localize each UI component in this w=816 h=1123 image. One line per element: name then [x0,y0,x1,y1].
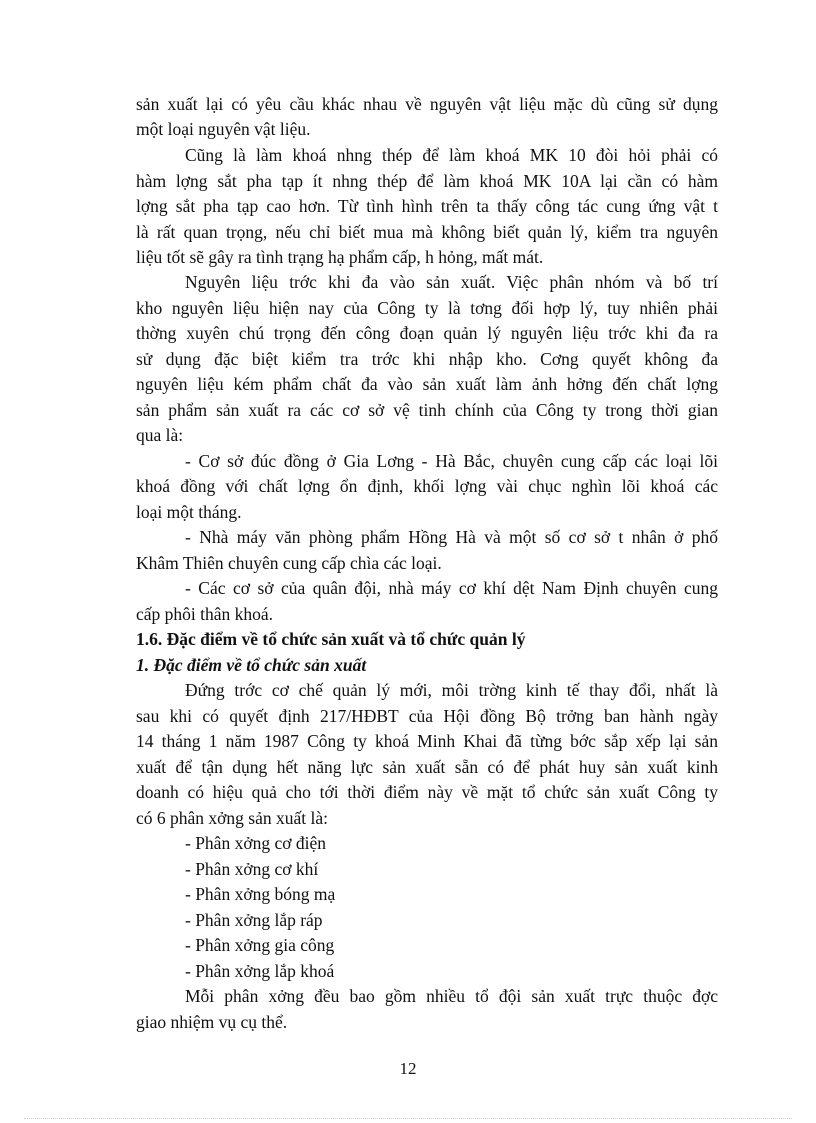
body-text-line: - Nhà máy văn phòng phẩm Hồng Hà và một số cơ sở t nhân ở phố [185,527,718,547]
body-text-line: nguyên liệu kém phẩm chất đa vào sản xuất làm ảnh hởng đến chất lợng [136,374,718,394]
body-text-line: một loại nguyên vật liệu. [136,119,311,139]
subsection-heading: 1. Đặc điểm về tổ chức sản xuất [136,655,367,675]
body-text-line: cấp phôi thân khoá. [136,604,274,624]
body-text-line: có 6 phân xởng sản xuất là: [136,808,328,828]
body-text-line: khoá đồng với chất lợng ổn định, khối lợng vài chục nghìn lõi khoá các [136,476,718,496]
body-text-line: hàm lợng sắt pha tạp ít nhng thép để làm khoá MK 10A lại cần có hàm [136,171,718,191]
body-text-line: - Cơ sở đúc đồng ở Gia Lơng - Hà Bắc, chuyên cung cấp các loại lõi [185,451,718,471]
list-item: - Phân xởng cơ điện [185,833,326,853]
body-text-line: xuất để tận dụng hết năng lực sản xuất sẵn có để phát huy sản xuất kinh [136,757,718,777]
body-text-line: 14 tháng 1 năm 1987 Công ty khoá Minh Khai đã từng bớc sắp xếp lại sản [136,731,718,751]
section-heading: 1.6. Đặc điểm về tổ chức sản xuất và tổ chức quản lý [136,629,526,649]
body-text-line: loại một tháng. [136,502,242,522]
body-text-line: Đứng trớc cơ chế quản lý mới, môi trờng kinh tế thay đổi, nhất là [185,680,718,700]
list-item: - Phân xởng lắp khoá [185,961,335,981]
body-text-line: kho nguyên liệu hiện nay của Công ty là tơng đối hợp lý, tuy nhiên phải [136,298,718,318]
body-text-line: lợng sắt pha tạp cao hơn. Từ tình hình trên ta thấy công tác cung ứng vật t [136,196,718,216]
page-number: 12 [399,1059,417,1078]
list-item: - Phân xởng cơ khí [185,859,319,879]
list-item: - Phân xởng gia công [185,935,335,955]
list-item: - Phân xởng lắp ráp [185,910,323,930]
body-text-line: là rất quan trọng, nếu chỉ biết mua mà không biết quản lý, kiểm tra nguyên [136,222,718,242]
body-text-line: sau khi có quyết định 217/HĐBT của Hội đồng Bộ trởng ban hành ngày [136,706,718,726]
body-text-line: liệu tốt sẽ gây ra tình trạng hạ phẩm cấp, h hỏng, mất mát. [136,247,544,267]
body-text-line: qua là: [136,425,184,445]
body-text-line: giao nhiệm vụ cụ thể. [136,1012,288,1032]
body-text-line: Khâm Thiên chuyên cung cấp chìa các loại. [136,553,442,573]
body-text-line: thờng xuyên chú trọng đến công đoạn quản lý nguyên liệu trớc khi đa ra [136,323,718,343]
body-text-line: Cũng là làm khoá nhng thép để làm khoá MK 10 đòi hỏi phải có [185,145,718,165]
body-text-line: - Các cơ sở của quân đội, nhà máy cơ khí dệt Nam Định chuyên cung [185,578,718,598]
body-text-line: sản xuất lại có yêu cầu khác nhau về nguyên vật liệu mặc dù cũng sử dụng [136,94,718,114]
body-text-line: sản phẩm sản xuất ra các cơ sở vệ tinh chính của Công ty trong thời gian [136,400,718,420]
body-text-line: doanh có hiệu quả cho tới thời điểm này về mặt tổ chức sản xuất Công ty [136,782,718,802]
body-text-line: Mỗi phân xởng đều bao gồm nhiều tổ đội sản xuất trực thuộc đợc [185,986,718,1006]
list-item: - Phân xởng bóng mạ [185,884,336,904]
body-text-line: sử dụng đặc biệt kiểm tra trớc khi nhập kho. Cơng quyết không đa [136,349,718,369]
body-text-line: Nguyên liệu trớc khi đa vào sản xuất. Việc phân nhóm và bố trí [185,272,718,292]
page-bottom-divider [24,1118,792,1119]
